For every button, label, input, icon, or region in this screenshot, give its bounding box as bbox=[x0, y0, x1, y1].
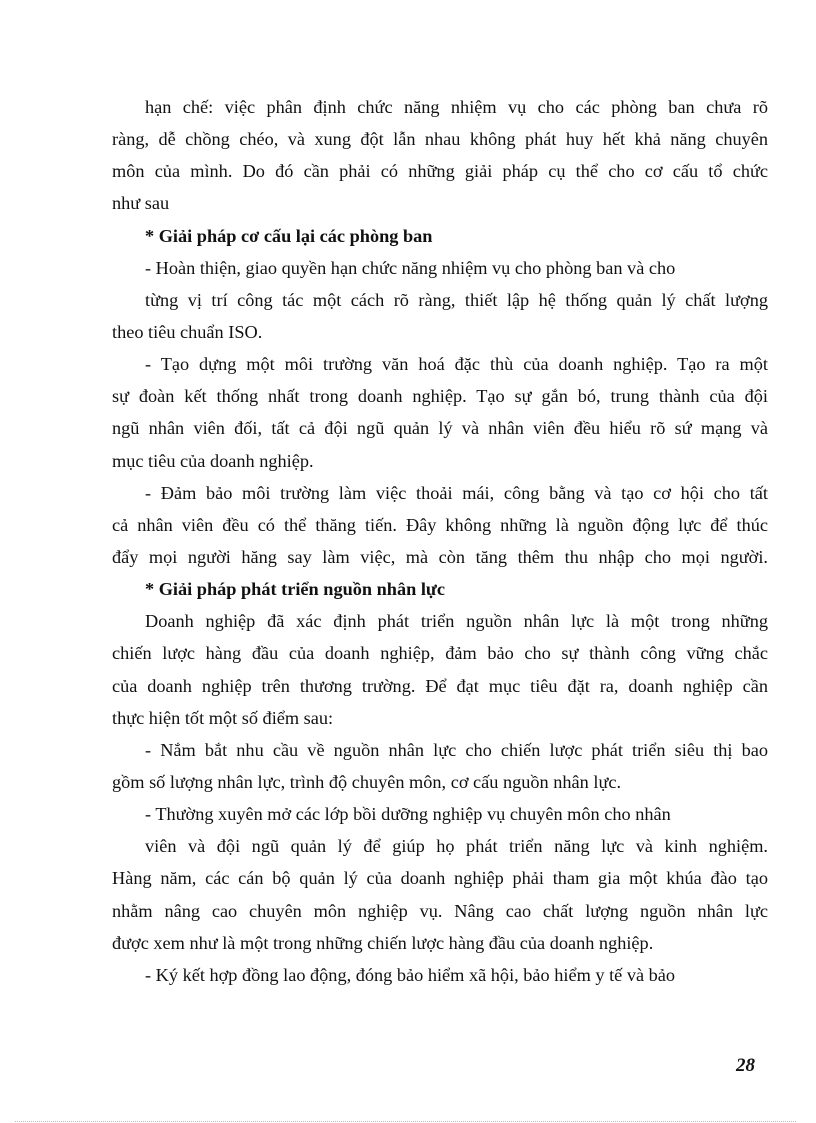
text-line: thực hiện tốt một số điểm sau: bbox=[112, 707, 334, 728]
text-line: như sau bbox=[112, 193, 170, 214]
text-line: - Hoàn thiện, giao quyền hạn chức năng nhiệm vụ cho phòng ban và cho bbox=[145, 257, 676, 278]
text-line: sự đoàn kết thống nhất trong doanh nghiệp. Tạo sự gắn bó, trung thành của đội bbox=[112, 386, 768, 407]
page-bottom-divider bbox=[15, 1121, 796, 1122]
text-line: - Tạo dựng một môi trường văn hoá đặc thù của doanh nghiệp. Tạo ra một bbox=[145, 354, 768, 375]
text-line: - Đảm bảo môi trường làm việc thoải mái, công bằng và tạo cơ hội cho tất bbox=[145, 482, 768, 503]
text-line: ngũ nhân viên đối, tất cả đội ngũ quản lý và nhân viên đều hiểu rõ sứ mạng và bbox=[112, 418, 768, 439]
text-line: nhằm nâng cao chuyên môn nghiệp vụ. Nâng cao chất lượng nguồn nhân lực bbox=[112, 900, 768, 921]
text-line: chiến lược hàng đầu của doanh nghiệp, đảm bảo cho sự thành công vững chắc bbox=[112, 643, 768, 664]
text-line: Hàng năm, các cán bộ quản lý của doanh nghiệp phải tham gia một khúa đào tạo bbox=[112, 868, 768, 889]
text-line: mục tiêu của doanh nghiệp. bbox=[112, 450, 314, 471]
text-line: gồm số lượng nhân lực, trình độ chuyên môn, cơ cấu nguồn nhân lực. bbox=[112, 771, 622, 792]
section-heading: * Giải pháp cơ cấu lại các phòng ban bbox=[145, 225, 433, 246]
text-line: viên và đội ngũ quản lý để giúp họ phát triển năng lực và kinh nghiệm. bbox=[145, 836, 768, 857]
text-line: được xem như là một trong những chiến lược hàng đầu của doanh nghiệp. bbox=[112, 932, 654, 953]
text-line: theo tiêu chuẩn ISO. bbox=[112, 321, 263, 342]
page-number: 28 bbox=[736, 1055, 755, 1076]
text-line: của doanh nghiệp trên thương trường. Để đạt mục tiêu đặt ra, doanh nghiệp cần bbox=[112, 675, 768, 696]
text-line: môn của mình. Do đó cần phải có những giải pháp cụ thể cho cơ cấu tổ chức bbox=[112, 161, 768, 182]
text-line: - Thường xuyên mở các lớp bồi dưỡng nghiệp vụ chuyên môn cho nhân bbox=[145, 804, 671, 825]
text-line: từng vị trí công tác một cách rõ ràng, thiết lập hệ thống quản lý chất lượng bbox=[145, 289, 768, 310]
section-heading: * Giải pháp phát triển nguồn nhân lực bbox=[145, 579, 446, 600]
text-line: Doanh nghiệp đã xác định phát triển nguồn nhân lực là một trong những bbox=[145, 611, 768, 632]
text-line: - Ký kết hợp đồng lao động, đóng bảo hiểm xã hội, bảo hiểm y tế và bảo bbox=[145, 964, 676, 985]
text-line: ràng, dễ chồng chéo, và xung đột lẫn nhau không phát huy hết khả năng chuyên bbox=[112, 129, 768, 150]
text-line: đẩy mọi người hăng say làm việc, mà còn tăng thêm thu nhập cho mọi người. bbox=[112, 546, 768, 567]
text-line: - Nắm bắt nhu cầu về nguồn nhân lực cho chiến lược phát triển siêu thị bao bbox=[145, 739, 768, 760]
document-body bbox=[112, 91, 768, 991]
text-line: hạn chế: việc phân định chức năng nhiệm vụ cho các phòng ban chưa rõ bbox=[145, 97, 768, 117]
text-line: cả nhân viên đều có thể thăng tiến. Đây không những là nguồn động lực để thúc bbox=[112, 514, 768, 535]
